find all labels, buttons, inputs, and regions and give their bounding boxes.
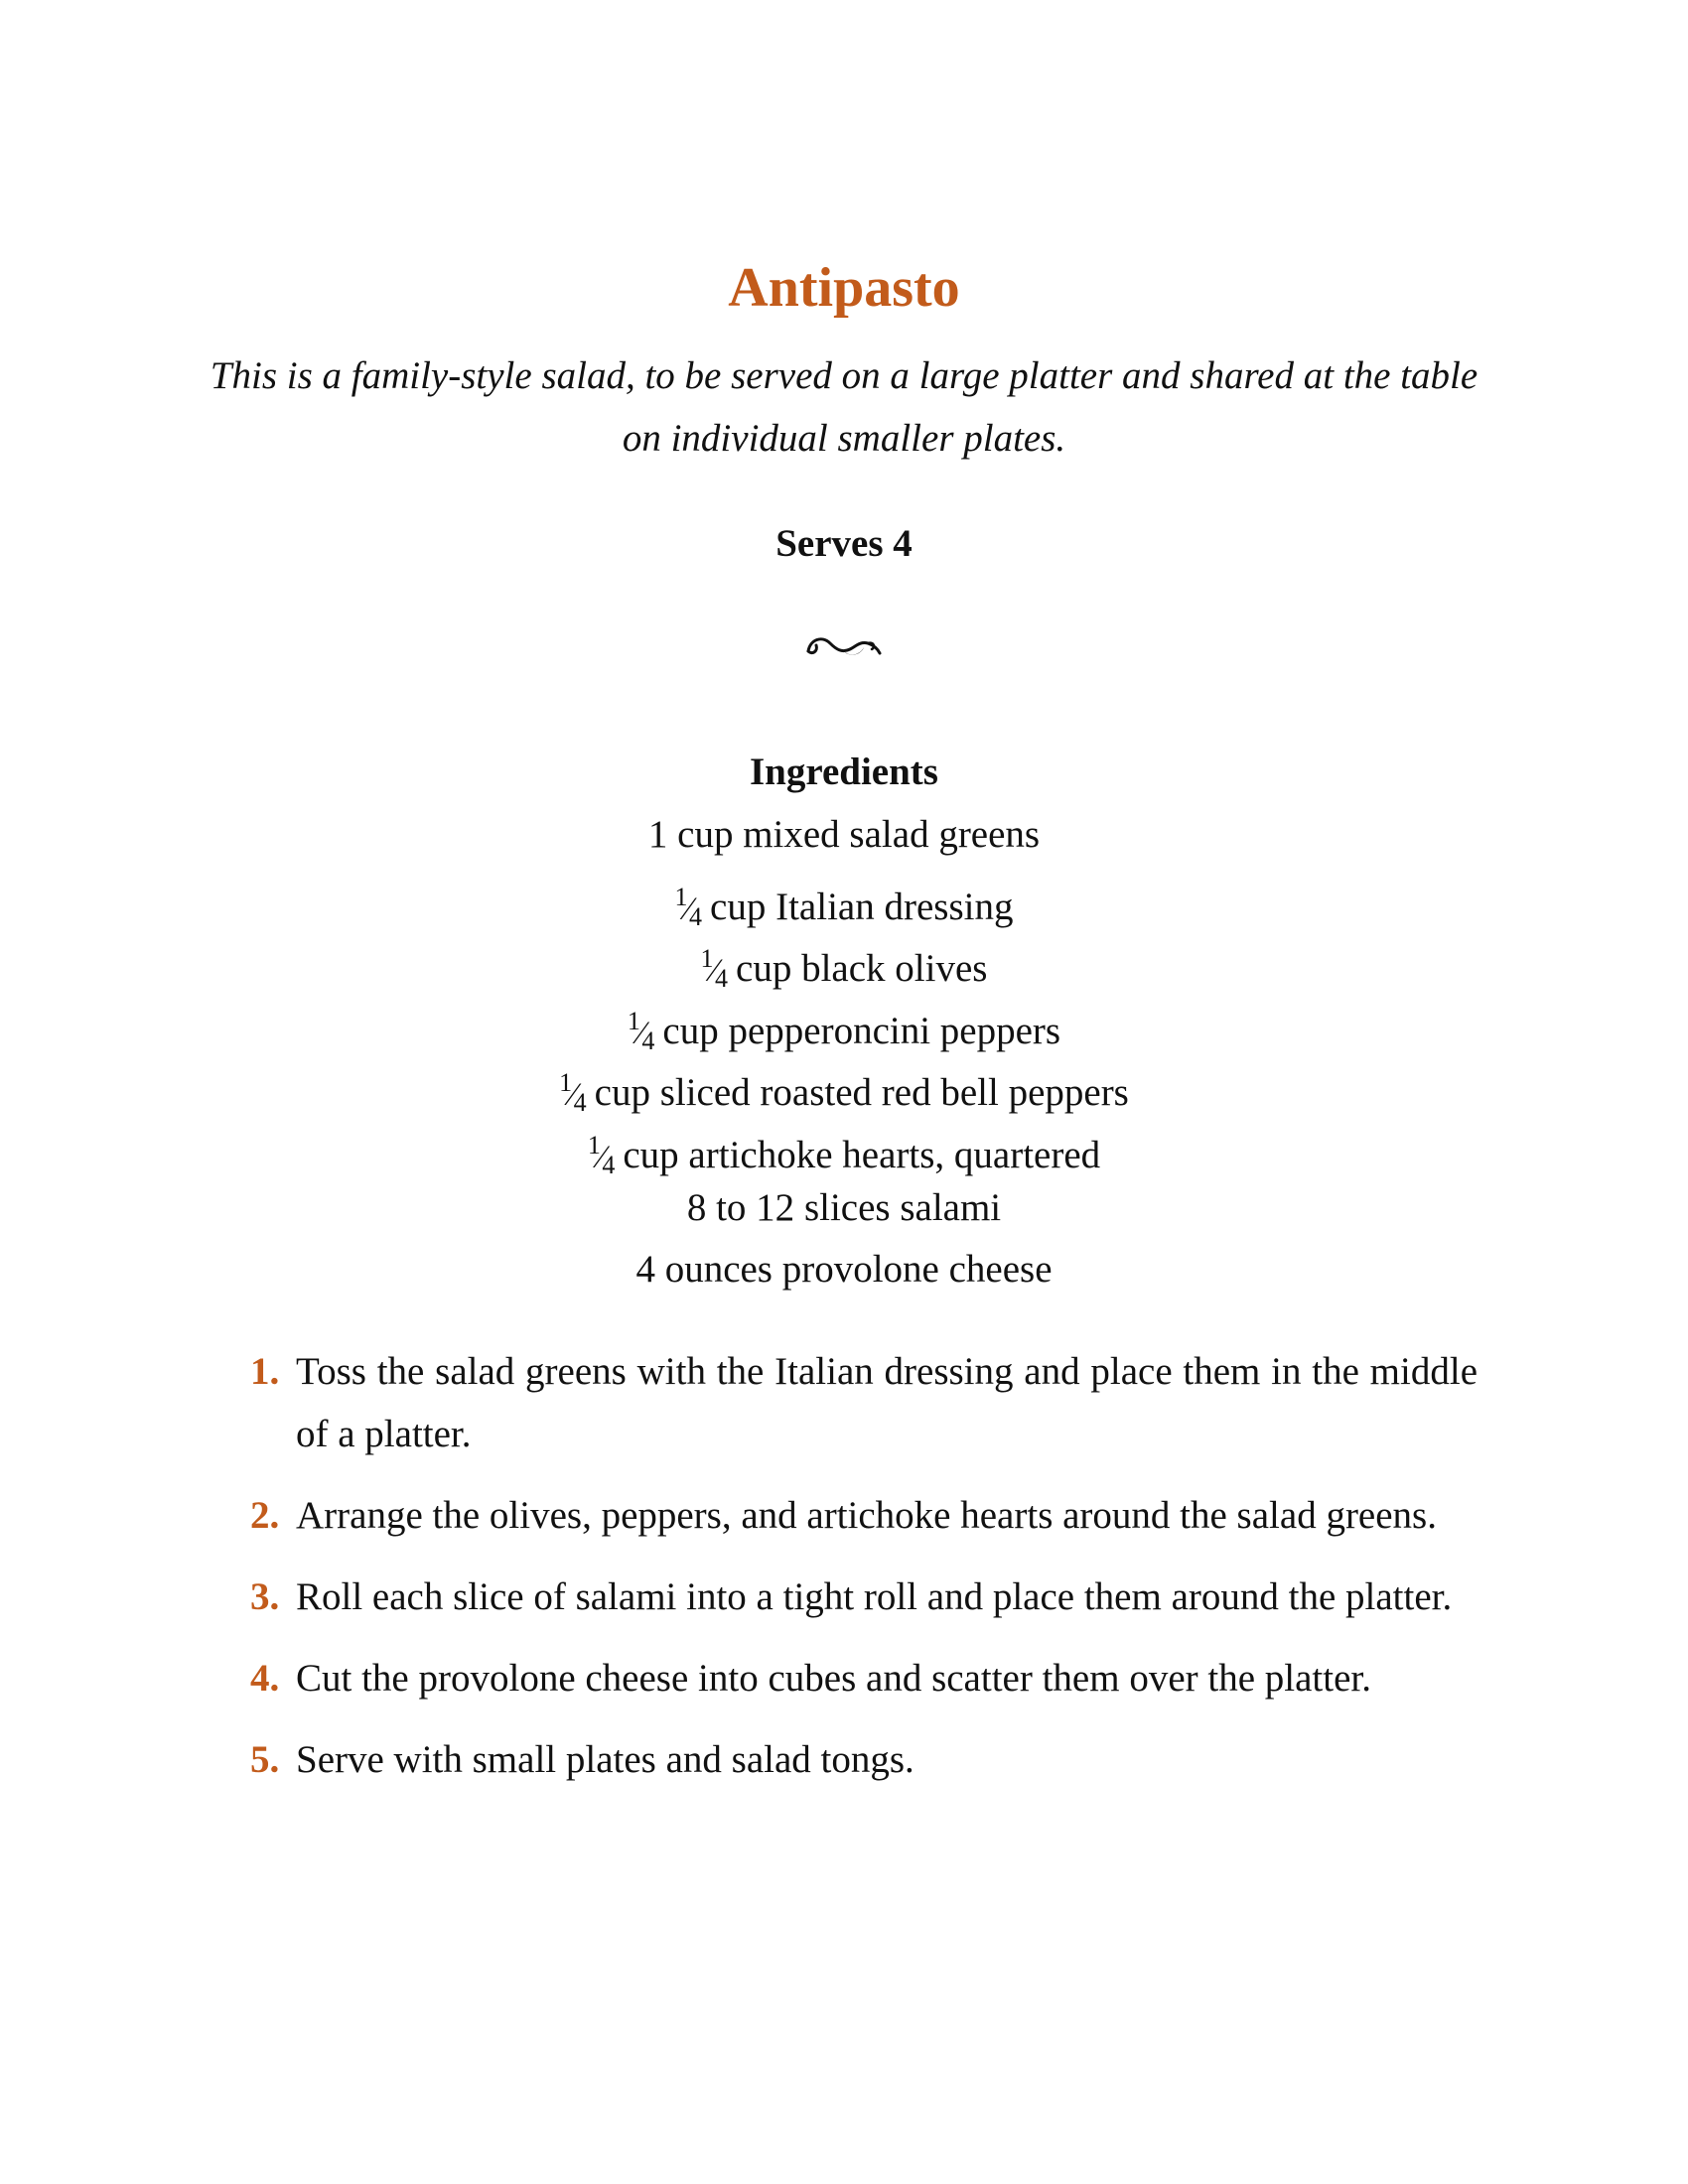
ingredient-quantity: 4 (635, 1248, 665, 1292)
step-text: Cut the provolone cheese into cubes and scatter them over the platter. (296, 1657, 1371, 1700)
step-item (250, 1566, 1477, 1628)
fraction-denominator: 4 (715, 964, 727, 994)
fraction-denominator: 4 (602, 1150, 614, 1179)
step-item (250, 1647, 1477, 1709)
recipe-title: Antipasto (728, 257, 960, 319)
ingredient-text: ounces provolone cheese (664, 1248, 1053, 1292)
ingredient-text: cup Italian dressing (710, 885, 1014, 928)
ingredient-text: cup black olives (736, 947, 988, 991)
step-item (250, 1728, 1477, 1791)
steps-list (250, 1340, 1477, 1810)
ingredient-item (0, 867, 1688, 929)
ingredient-item (0, 1177, 1688, 1240)
ingredients-heading: Ingredients (750, 751, 938, 793)
step-text: Arrange the olives, peppers, and artichoke hearts around the salad greens. (296, 1494, 1437, 1537)
step-number: 5. (250, 1738, 280, 1781)
ingredient-item (0, 1239, 1688, 1301)
ingredient-text: cup pepperoncini peppers (662, 1009, 1061, 1052)
ingredient-fraction: $^1$⁄4 (674, 882, 701, 931)
step-item (250, 1340, 1477, 1465)
ingredient-fraction: $^1$⁄4 (587, 1130, 614, 1179)
ingredient-fraction: $^1$⁄4 (559, 1068, 585, 1118)
ingredient-text: slices salami (803, 1185, 1002, 1229)
ingredient-quantity: 8 to 12 (686, 1185, 804, 1229)
ingredient-text: cup sliced roasted red bell peppers (594, 1071, 1129, 1115)
step-item (250, 1484, 1477, 1547)
ingredients-list (0, 804, 1688, 1301)
step-text: Toss the salad greens with the Italian dressing and place them in the middle of a platter. (296, 1350, 1477, 1455)
fleuron-swash-icon (804, 625, 884, 665)
ingredient-quantity: 1 (647, 813, 678, 856)
step-number: 4. (250, 1657, 280, 1700)
ingredient-item (0, 991, 1688, 1053)
ingredient-fraction: $^1$⁄4 (627, 1006, 653, 1055)
ingredient-text: cup artichoke hearts, quartered (623, 1133, 1101, 1176)
ingredient-item (0, 804, 1688, 867)
ingredient-item (0, 1052, 1688, 1118)
recipe-intro: This is a family-style salad, to be served on a large platter and shared at the table on individual smaller plates. (210, 354, 1478, 460)
fraction-numerator: 1 (559, 1068, 571, 1098)
fraction-denominator: 4 (573, 1088, 585, 1118)
fraction-denominator: 4 (689, 901, 701, 931)
fraction-numerator: 1 (700, 944, 712, 974)
serves-label: Serves 4 (775, 522, 913, 565)
ingredient-fraction: $^1$⁄4 (700, 944, 727, 994)
fraction-numerator: 1 (674, 882, 686, 911)
fraction-numerator: 1 (627, 1006, 638, 1035)
step-number: 2. (250, 1494, 280, 1537)
ingredient-item (0, 1115, 1688, 1177)
ingredient-item (0, 928, 1688, 994)
step-number: 3. (250, 1575, 280, 1618)
step-number: 1. (250, 1350, 280, 1393)
ingredient-text: cup mixed salad greens (677, 813, 1041, 856)
step-text: Serve with small plates and salad tongs. (296, 1738, 914, 1781)
step-text: Roll each slice of salami into a tight roll and place them around the platter. (296, 1575, 1453, 1618)
fraction-numerator: 1 (587, 1130, 599, 1160)
fraction-denominator: 4 (641, 1025, 653, 1055)
